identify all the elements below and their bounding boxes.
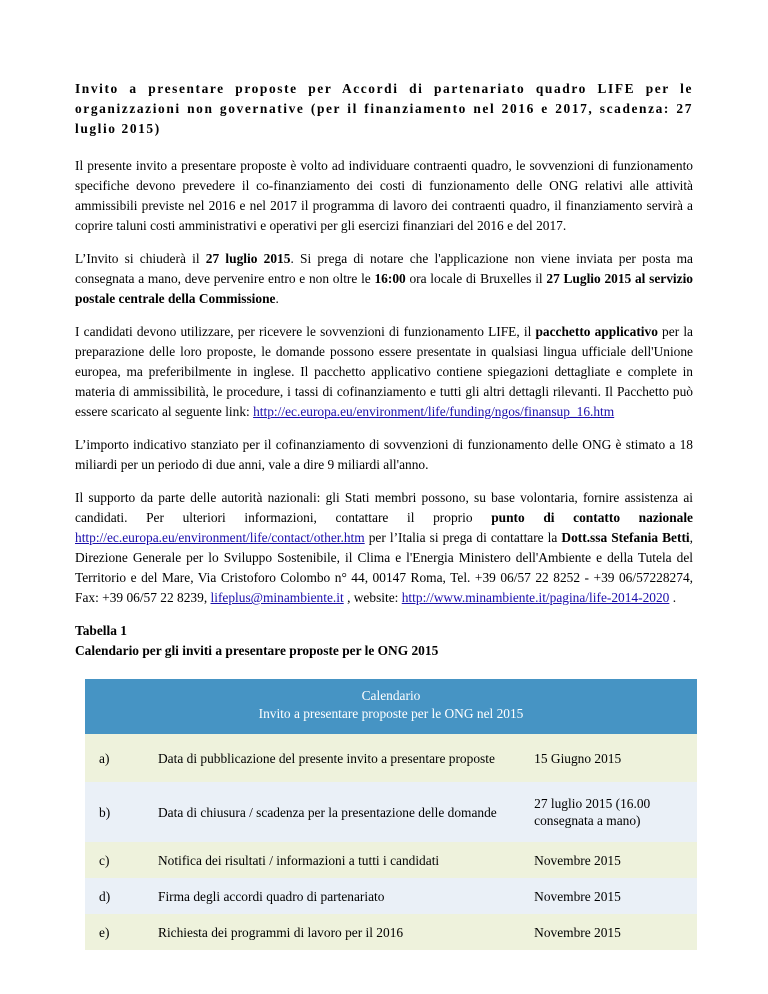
table-header-subtitle: Invito a presentare proposte per le ONG nel 2015	[258, 706, 524, 721]
paragraph-application-package	[75, 322, 693, 422]
row-date: 15 Giugno 2015	[524, 734, 697, 782]
table-row	[85, 914, 697, 950]
table-header-title: Calendario	[361, 688, 421, 703]
calendar-table	[85, 679, 697, 950]
row-label: c)	[85, 842, 148, 878]
table-row	[85, 842, 697, 878]
row-description: Firma degli accordi quadro di partenariato	[148, 878, 524, 914]
row-description: Notifica dei risultati / informazioni a tutti i candidati	[148, 842, 524, 878]
website-link[interactable]: http://www.minambiente.it/pagina/life-2014-2020	[401, 590, 670, 605]
application-package-link[interactable]: http://ec.europa.eu/environment/life/funding/ngos/finansup_16.htm	[253, 404, 615, 419]
paragraph-deadline	[75, 249, 693, 309]
deadline-date: 27 luglio 2015	[205, 251, 291, 266]
paragraph-purpose: Il presente invito a presentare proposte è volto ad individuare contraenti quadro, le sovvenzioni di funzionamento specifiche devono prevedere il co-finanziamento dei costi di funzionamento delle ONG relativi alle attività ammissibili previste nel 2016 e nel 2017 il programma di lavoro dei contraenti quadro, il finanziamento servirà a coprire taluni costi amministrativi e operativi per gli esercizi finanziari del 2016 e del 2017.	[75, 158, 693, 233]
text-span: .	[275, 291, 279, 306]
paragraph-national-support	[75, 488, 693, 608]
deadline-location: 27 Luglio 2015 al servizio postale centrale della Commissione	[75, 271, 693, 306]
table-caption	[75, 621, 693, 661]
text-span: per l’Italia si prega di contattare la	[364, 530, 562, 545]
text-span: I candidati devono utilizzare, per ricevere le sovvenzioni di funzionamento LIFE, il	[75, 324, 536, 339]
row-description: Data di chiusura / scadenza per la presentazione delle domande	[148, 782, 524, 842]
text-span: per la preparazione delle loro proposte, le domande possono essere presentate in qualsiasi lingua ufficiale dell'Unione europea, ma preferibilmente in inglese. Il pacchetto applicativo contiene spiegazioni dettagliate e complete in materia di ammissibilità, le procedure, i tassi di cofinanziamento e tutti gli altri dettagli rilevanti. Il Pacchetto può essere scaricato al seguente link:	[75, 324, 693, 419]
text-span: .	[669, 590, 677, 605]
row-label: a)	[85, 734, 148, 782]
row-date: Novembre 2015	[524, 878, 697, 914]
row-date: Novembre 2015	[524, 842, 697, 878]
row-label: b)	[85, 782, 148, 842]
application-package-term: pacchetto applicativo	[535, 324, 658, 339]
row-description: Data di pubblicazione del presente invito a presentare proposte	[148, 734, 524, 782]
text-span: . Si prega di notare che l'applicazione non viene inviata per posta ma consegnata a mano, deve pervenire entro e non oltre le	[75, 251, 693, 286]
document-page	[75, 79, 693, 950]
table-row	[85, 782, 697, 842]
table-header-row	[85, 679, 697, 734]
table-caption-number: Tabella 1	[75, 623, 127, 638]
row-date: 27 luglio 2015 (16.00 consegnata a mano)	[524, 782, 697, 842]
contact-point-term: punto di contatto nazionale	[491, 510, 693, 525]
text-span: , Direzione Generale per lo Sviluppo Sostenibile, il Clima e l'Energia Ministero dell'Ambiente e della Tutela del Territorio e del Mare, Via Cristoforo Colombo n° 44, 00147 Roma, Tel. +39 06/57 22 8252 - +39 06/57228274, Fax: +39 06/57 22 8239,	[75, 530, 693, 605]
deadline-time: 16:00	[374, 271, 406, 286]
text-span: L’Invito si chiuderà il	[75, 251, 206, 266]
document-title	[75, 79, 693, 139]
table-caption-title: Calendario per gli inviti a presentare proposte per le ONG 2015	[75, 643, 439, 658]
paragraph-budget: L’importo indicativo stanziato per il cofinanziamento di sovvenzioni di funzionamento delle ONG è stimato a 18 miliardi per un periodo di due anni, vale a dire 9 miliardi all'anno.	[75, 437, 693, 472]
row-description: Richiesta dei programmi di lavoro per il 2016	[148, 914, 524, 950]
contact-person-name: Dott.ssa Stefania Betti	[561, 530, 690, 545]
row-date: Novembre 2015	[524, 914, 697, 950]
email-link[interactable]: lifeplus@minambiente.it	[210, 590, 344, 605]
table-header	[85, 679, 697, 734]
table-row	[85, 878, 697, 914]
text-span: Il supporto da parte delle autorità nazionali: gli Stati membri possono, su base volontaria, fornire assistenza ai candidati. Per ulteriori informazioni, contattare il proprio	[75, 490, 693, 525]
contact-page-link[interactable]: http://ec.europa.eu/environment/life/contact/other.htm	[75, 530, 365, 545]
text-span: ora locale di Bruxelles il	[405, 271, 547, 286]
text-span: , website:	[343, 590, 402, 605]
row-label: d)	[85, 878, 148, 914]
table-row	[85, 734, 697, 782]
row-label: e)	[85, 914, 148, 950]
document-title-text: Invito a presentare proposte per Accordi di partenariato quadro LIFE per le organizzazioni non governative (per il finanziamento nel 2016 e 2017, scadenza: 27 luglio 2015)	[75, 81, 693, 136]
